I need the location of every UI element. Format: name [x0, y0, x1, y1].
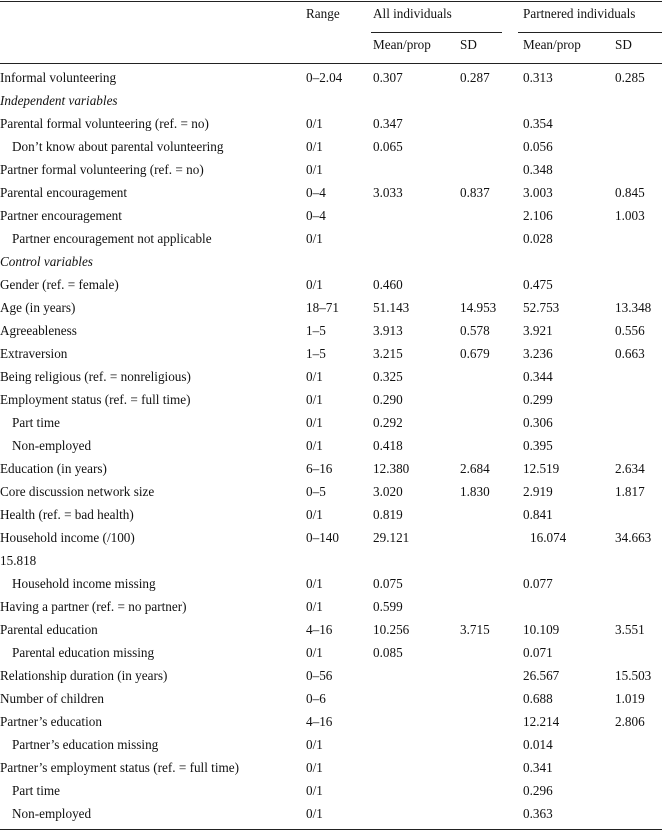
range-cell: 0/1 — [306, 277, 323, 292]
table-row — [0, 415, 662, 438]
mean-partnered-cell: 0.077 — [523, 576, 553, 591]
header-all-individuals: All individuals — [373, 6, 452, 21]
range-cell: 1–5 — [306, 346, 326, 361]
mean-partnered-cell: 0.688 — [523, 691, 553, 706]
mean-all-cell: 0.347 — [373, 116, 403, 131]
mean-partnered-cell: 0.841 — [523, 507, 553, 522]
mean-partnered-cell: 0.363 — [523, 806, 553, 821]
mean-partnered-cell: 52.753 — [523, 300, 560, 315]
mean-partnered-cell: 0.299 — [523, 392, 553, 407]
table-row — [0, 783, 662, 806]
range-cell: 6–16 — [306, 461, 333, 476]
range-cell: 0/1 — [306, 162, 323, 177]
mean-all-cell: 0.292 — [373, 415, 403, 430]
range-cell: 4–16 — [306, 622, 333, 637]
range-cell: 0/1 — [306, 392, 323, 407]
row-label: Partner’s education missing — [12, 737, 159, 752]
row-label: Core discussion network size — [0, 484, 155, 499]
table-row — [0, 806, 662, 829]
sd-all-cell: 3.715 — [460, 622, 490, 637]
section-heading-row — [0, 254, 662, 277]
table-row — [0, 668, 662, 691]
table-row — [0, 714, 662, 737]
row-label: Household income (/100) — [0, 530, 135, 545]
sd-partnered-cell: 0.556 — [615, 323, 645, 338]
header-bottom-rule — [0, 63, 662, 64]
table-row — [0, 576, 662, 599]
row-label: Non-employed — [12, 438, 92, 453]
mean-all-cell: 0.819 — [373, 507, 403, 522]
mean-all-cell: 0.065 — [373, 139, 403, 154]
range-cell: 0/1 — [306, 369, 323, 384]
mean-all-cell: 0.307 — [373, 70, 403, 85]
mean-all-cell: 0.290 — [373, 392, 403, 407]
table-row — [0, 599, 662, 622]
sd-partnered-cell: 15.503 — [615, 668, 652, 683]
mean-partnered-cell: 0.071 — [523, 645, 553, 660]
mean-all-cell: 10.256 — [373, 622, 410, 637]
table-row — [0, 438, 662, 461]
table-row — [0, 392, 662, 415]
row-label: Partner’s employment status (ref. = full time) — [0, 760, 240, 775]
mean-partnered-cell: 3.003 — [523, 185, 553, 200]
mean-partnered-cell: 12.519 — [523, 461, 560, 476]
mean-partnered-cell: 2.919 — [523, 484, 553, 499]
header-partnered-individuals: Partnered individuals — [523, 6, 636, 21]
row-label: Having a partner (ref. = no partner) — [0, 599, 187, 614]
sd-partnered-cell: 1.817 — [615, 484, 645, 499]
range-cell: 0/1 — [306, 231, 323, 246]
sd-all-cell: 2.684 — [460, 461, 490, 476]
sd-all-cell: 0.837 — [460, 185, 490, 200]
row-label: Number of children — [0, 691, 104, 706]
sd-partnered-cell: 1.003 — [615, 208, 645, 223]
range-cell: 0/1 — [306, 576, 323, 591]
mean-partnered-cell: 0.344 — [523, 369, 553, 384]
row-label: Household income missing — [12, 576, 156, 591]
table-row — [0, 346, 662, 369]
row-label: Part time — [12, 783, 60, 798]
section-label: Independent variables — [0, 93, 118, 108]
row-label: Informal volunteering — [0, 70, 117, 85]
mean-partnered-cell: 3.921 — [523, 323, 553, 338]
mean-partnered-cell: 10.109 — [523, 622, 560, 637]
table-bottom-rule — [0, 829, 662, 830]
row-label: Don’t know about parental volunteering — [12, 139, 224, 154]
range-cell: 0/1 — [306, 116, 323, 131]
mean-partnered-cell: 0.056 — [523, 139, 553, 154]
row-label: Partner encouragement — [0, 208, 122, 223]
mean-all-cell: 0.085 — [373, 645, 403, 660]
row-label: Extraversion — [0, 346, 68, 361]
mean-all-cell: 0.325 — [373, 369, 403, 384]
range-cell: 4–16 — [306, 714, 333, 729]
range-cell: 0/1 — [306, 806, 323, 821]
table-row — [0, 737, 662, 760]
table-row — [0, 530, 662, 553]
sd-all-cell: 0.578 — [460, 323, 490, 338]
mean-partnered-cell: 0.348 — [523, 162, 553, 177]
range-cell: 0/1 — [306, 438, 323, 453]
table-row — [0, 208, 662, 231]
range-cell: 0–5 — [306, 484, 326, 499]
mean-partnered-cell: 3.236 — [523, 346, 553, 361]
table-top-rule — [0, 1, 662, 2]
row-label: Relationship duration (in years) — [0, 668, 168, 683]
table-row — [0, 277, 662, 300]
header-subrule-partnered — [518, 32, 662, 33]
mean-all-cell: 3.020 — [373, 484, 403, 499]
mean-partnered-cell: 0.306 — [523, 415, 553, 430]
sd-partnered-cell: 34.663 — [615, 530, 652, 545]
range-cell: 0–140 — [306, 530, 339, 545]
row-label: Parental education missing — [12, 645, 155, 660]
sd-all-cell: 1.830 — [460, 484, 490, 499]
range-cell: 0–4 — [306, 208, 326, 223]
mean-partnered-cell: 0.028 — [523, 231, 553, 246]
mean-all-cell: 3.215 — [373, 346, 403, 361]
mean-partnered-cell: 12.214 — [523, 714, 560, 729]
mean-partnered-cell: 0.296 — [523, 783, 553, 798]
range-cell: 0/1 — [306, 737, 323, 752]
range-cell: 0/1 — [306, 783, 323, 798]
header-range: Range — [306, 6, 340, 21]
header-mean-prop-all: Mean/prop — [373, 37, 431, 52]
mean-all-cell: 12.380 — [373, 461, 410, 476]
sd-partnered-cell: 3.551 — [615, 622, 645, 637]
table-row — [0, 323, 662, 346]
row-label: Non-employed — [12, 806, 92, 821]
table-row — [0, 760, 662, 783]
mean-partnered-cell: 0.395 — [523, 438, 553, 453]
sd-all-cell: 0.679 — [460, 346, 490, 361]
sd-partnered-cell: 2.634 — [615, 461, 645, 476]
header-mean-prop-partnered: Mean/prop — [523, 37, 581, 52]
sd-partnered-cell: 2.806 — [615, 714, 645, 729]
mean-all-cell: 0.599 — [373, 599, 403, 614]
mean-partnered-cell: 0.313 — [523, 70, 553, 85]
mean-partnered-cell: 0.475 — [523, 277, 553, 292]
table-row — [0, 70, 662, 93]
row-label: Parental education — [0, 622, 98, 637]
table-row — [0, 484, 662, 507]
mean-partnered-cell: 26.567 — [523, 668, 560, 683]
range-cell: 0–4 — [306, 185, 326, 200]
row-label: Employment status (ref. = full time) — [0, 392, 191, 407]
row-label: Parental formal volunteering (ref. = no) — [0, 116, 209, 131]
mean-all-cell: 3.913 — [373, 323, 403, 338]
row-label: Being religious (ref. = nonreligious) — [0, 369, 191, 384]
row-label: Age (in years) — [0, 300, 76, 315]
table-row — [0, 185, 662, 208]
mean-partnered-cell: 0.014 — [523, 737, 553, 752]
sd-partnered-cell: 13.348 — [615, 300, 652, 315]
row-label: Gender (ref. = female) — [0, 277, 119, 292]
row-label: Parental encouragement — [0, 185, 128, 200]
section-heading-row — [0, 93, 662, 116]
mean-all-cell: 0.418 — [373, 438, 403, 453]
range-cell: 0–6 — [306, 691, 326, 706]
mean-partnered-cell: 2.106 — [523, 208, 553, 223]
range-cell: 0–56 — [306, 668, 333, 683]
table-row — [0, 461, 662, 484]
mean-partnered-cell: 16.074 — [530, 530, 567, 545]
table-row — [0, 507, 662, 530]
wrapped-value: 15.818 — [0, 553, 37, 568]
table-row — [0, 369, 662, 392]
sd-partnered-cell: 0.663 — [615, 346, 645, 361]
mean-all-cell: 0.460 — [373, 277, 403, 292]
mean-partnered-cell: 0.341 — [523, 760, 553, 775]
section-label: Control variables — [0, 254, 93, 269]
sd-partnered-cell: 1.019 — [615, 691, 645, 706]
range-cell: 0/1 — [306, 599, 323, 614]
sd-all-cell: 0.287 — [460, 70, 490, 85]
sd-partnered-cell: 0.285 — [615, 70, 645, 85]
table-row — [0, 139, 662, 162]
header-sd-partnered: SD — [615, 37, 632, 52]
table-row — [0, 300, 662, 323]
row-label: Partner’s education — [0, 714, 102, 729]
range-cell: 0–2.04 — [306, 70, 343, 85]
table-row — [0, 622, 662, 645]
row-label: Part time — [12, 415, 60, 430]
range-cell: 0/1 — [306, 645, 323, 660]
range-cell: 0/1 — [306, 507, 323, 522]
header-sd-all: SD — [460, 37, 477, 52]
mean-all-cell: 0.075 — [373, 576, 403, 591]
mean-all-cell: 51.143 — [373, 300, 410, 315]
row-label: Partner formal volunteering (ref. = no) — [0, 162, 204, 177]
mean-all-cell: 29.121 — [373, 530, 410, 545]
header-subrule-all — [371, 32, 502, 33]
table-row — [0, 691, 662, 714]
sd-partnered-cell: 0.845 — [615, 185, 645, 200]
row-label: Health (ref. = bad health) — [0, 507, 134, 522]
range-cell: 1–5 — [306, 323, 326, 338]
range-cell: 18–71 — [306, 300, 339, 315]
mean-all-cell: 3.033 — [373, 185, 403, 200]
range-cell: 0/1 — [306, 139, 323, 154]
row-label: Agreeableness — [0, 323, 77, 338]
sd-all-cell: 14.953 — [460, 300, 497, 315]
mean-partnered-cell: 0.354 — [523, 116, 553, 131]
table-row — [0, 645, 662, 668]
row-label: Partner encouragement not applicable — [12, 231, 212, 246]
row-label: Education (in years) — [0, 461, 107, 476]
table-row — [0, 162, 662, 185]
range-cell: 0/1 — [306, 415, 323, 430]
range-cell: 0/1 — [306, 760, 323, 775]
table-row — [0, 231, 662, 254]
table-row — [0, 116, 662, 139]
